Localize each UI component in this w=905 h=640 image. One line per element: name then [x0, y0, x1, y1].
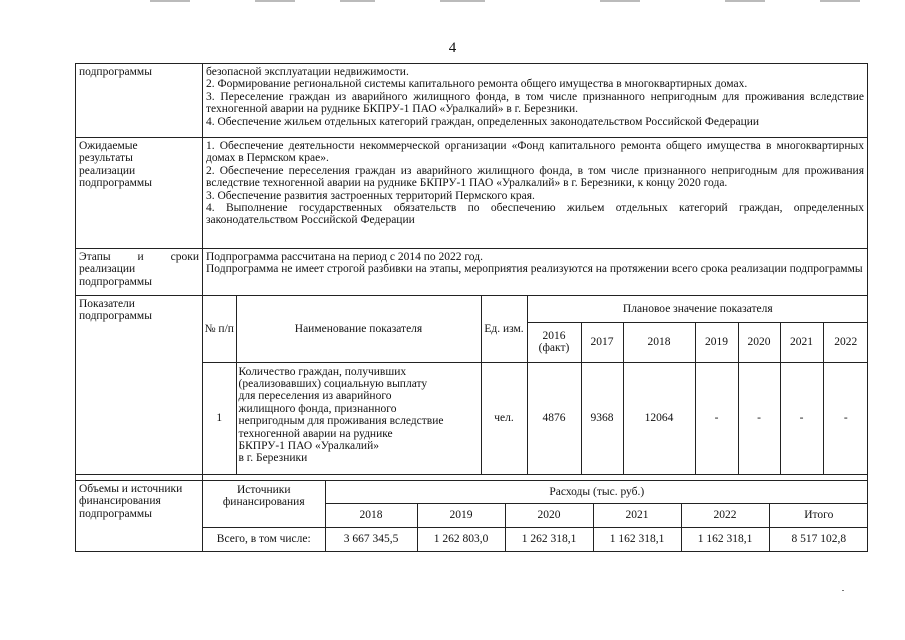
- financing-table: [203, 481, 868, 551]
- row-financing: [76, 481, 868, 552]
- year-cell: 2022: [823, 322, 868, 362]
- indicator-value: 4876: [527, 362, 581, 474]
- fin-year-cell: 2020: [505, 503, 593, 527]
- indicator-name: Количество граждан, получивших (реализовавших) социальную выплату для переселения из аварийного жилищного фонда, признанного непригодным для проживания вследствие техногенной аварии на руднике БКПРУ-1 ПАО «Уралкалий» в г. Березники: [236, 362, 481, 474]
- financing-total-row: [203, 527, 868, 551]
- financing-header-row: [203, 481, 868, 503]
- fin-year-cell: 2021: [593, 503, 681, 527]
- scan-dot: [842, 590, 844, 591]
- fin-value: 1 262 318,1: [505, 527, 593, 551]
- indicator-value: 9368: [581, 362, 623, 474]
- fin-value: 1 162 318,1: [681, 527, 769, 551]
- row-results: [76, 138, 868, 249]
- fin-year-cell: 2018: [325, 503, 417, 527]
- result-line: 1. Обеспечение деятельности некоммерческой организации «Фонд капитального ремонта общего имущества в многоквартирных домах в Пермском крае».: [206, 140, 864, 165]
- label-financing: Объемы и источники финансирования подпрограммы: [76, 481, 203, 552]
- year-cell: 2021: [780, 322, 823, 362]
- task-line: 2. Формирование региональной системы капитального ремонта общего имущества в многоквартирных домах.: [206, 78, 748, 91]
- indicator-value: -: [738, 362, 780, 474]
- result-line: 4. Выполнение государственных обязательств по обеспечению жильем отдельных категорий граждан, определенных законодательством Российской Федерации: [206, 202, 864, 227]
- scan-artifacts: [0, 0, 905, 10]
- indicator-value: -: [695, 362, 738, 474]
- task-line: безопасной эксплуатации недвижимости.: [206, 66, 409, 78]
- label-results: Ожидаемые результаты реализации подпрограммы: [76, 138, 203, 249]
- content-tasks: [203, 64, 868, 138]
- task-line: 3. Переселение граждан из аварийного жилищного фонда, в том числе признанного непригодным для проживания вследствие техногенной аварии на руднике БКПРУ-1 ПАО «Уралкалий» в г. Березники.: [206, 90, 864, 116]
- indicator-value: -: [780, 362, 823, 474]
- header-num: № п/п: [203, 296, 236, 362]
- label-indicators: Показатели подпрограммы: [76, 296, 203, 475]
- task-line: 4. Обеспечение жильем отдельных категорий граждан, определенных законодательством Российской Федерации: [206, 115, 760, 128]
- indicator-unit: чел.: [481, 362, 527, 474]
- result-line: 2. Обеспечение переселения граждан из аварийного жилищного фонда, в том числе признанного непригодным для проживания вследствие техногенной аварии на руднике БКПРУ-1 ПАО «Уралкалий» в г. Березники, к концу 2020 года.: [206, 164, 864, 190]
- year-cell: 2017: [581, 322, 623, 362]
- content-stages: [203, 249, 868, 296]
- header-planned: Плановое значение показателя: [527, 296, 868, 322]
- indicator-value: 12064: [623, 362, 695, 474]
- fin-row-name: Всего, в том числе:: [203, 527, 325, 551]
- indicator-value: -: [823, 362, 868, 474]
- year-cell: 2020: [738, 322, 780, 362]
- header-sources: Источники финансирования: [203, 481, 325, 527]
- label-stages: Этапы и сроки реализации подпрограммы: [76, 249, 203, 296]
- header-unit: Ед. изм.: [481, 296, 527, 362]
- main-table: [75, 63, 868, 552]
- fin-value: 1 262 803,0: [417, 527, 505, 551]
- indicators-header-row: [203, 296, 868, 322]
- content-results: [203, 138, 868, 249]
- indicators-table: [203, 296, 868, 474]
- year-cell: 2019: [695, 322, 738, 362]
- stage-line: Подпрограмма не имеет строгой разбивки на этапы, мероприятия реализуются на протяжении всего срока реализации подпрограммы: [206, 263, 863, 276]
- row-tasks: [76, 64, 868, 138]
- passport-table: [75, 63, 867, 552]
- year-cell: 2018: [623, 322, 695, 362]
- row-indicators: [76, 296, 868, 475]
- content-financing: [203, 481, 868, 552]
- fin-value: 8 517 102,8: [769, 527, 868, 551]
- year-cell: 2016 (факт): [527, 322, 581, 362]
- stage-line: Подпрограмма рассчитана на период с 2014 по 2022 год.: [206, 251, 483, 263]
- fin-value: 1 162 318,1: [593, 527, 681, 551]
- indicator-num: 1: [203, 362, 236, 474]
- header-name: Наименование показателя: [236, 296, 481, 362]
- indicator-row: [203, 362, 868, 474]
- result-line: 3. Обеспечение развития застроенных территорий Пермского края.: [206, 189, 535, 202]
- fin-year-cell: Итого: [769, 503, 868, 527]
- fin-value: 3 667 345,5: [325, 527, 417, 551]
- content-indicators: [203, 296, 868, 475]
- fin-year-cell: 2022: [681, 503, 769, 527]
- label-tasks: подпрограммы: [76, 64, 203, 138]
- fin-year-cell: 2019: [417, 503, 505, 527]
- page-number: 4: [448, 40, 457, 56]
- row-stages: [76, 249, 868, 296]
- header-expenses: Расходы (тыс. руб.): [325, 481, 868, 503]
